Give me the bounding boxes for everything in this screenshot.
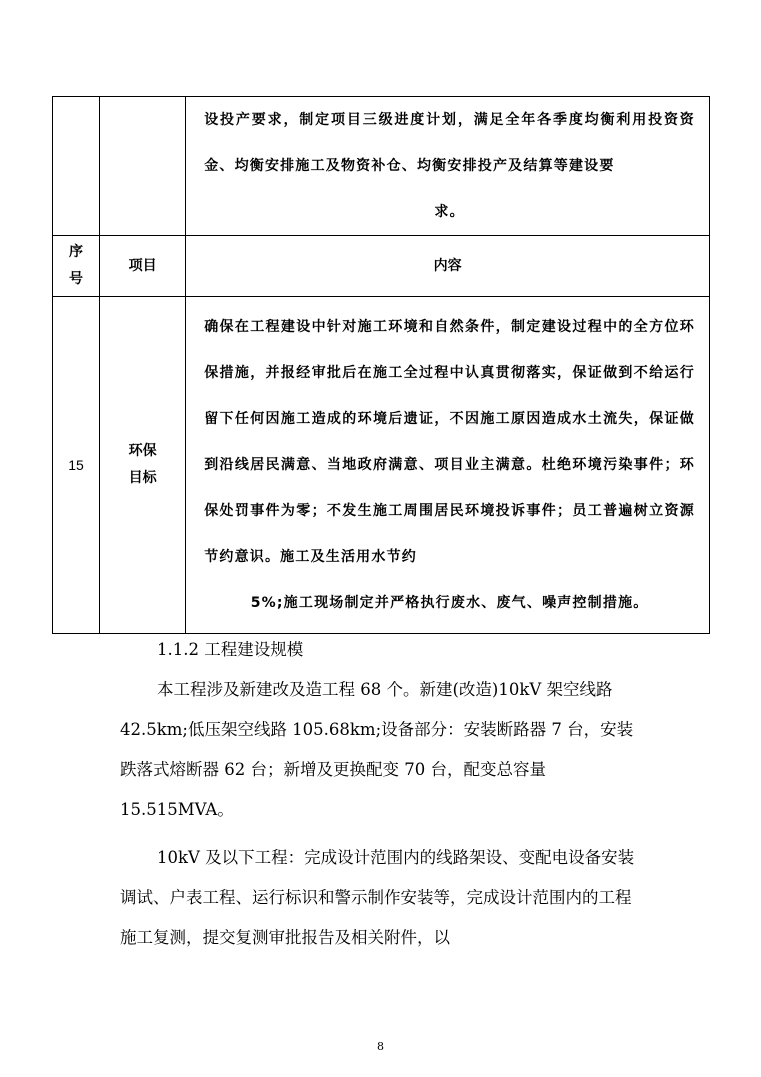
table-row-continued [53, 97, 710, 236]
page-number: 8 [377, 1040, 384, 1053]
row-seq: 15 [53, 297, 100, 634]
header-seq: 序号 [53, 236, 100, 297]
section-heading: 1.1.2 工程建设规模 [157, 640, 304, 659]
row-item: 环保目标 [100, 297, 186, 634]
paragraph-10kv: 10kV 及以下工程：完成设计范围内的线路架设、变配电设备安装调试、户表工程、运行标识和警示制作安装等，完成设计范围内的工程施工复测，提交复测审批报告及相关附件，以 [120, 848, 635, 947]
header-content: 内容 [186, 236, 710, 297]
table-header-row [53, 236, 710, 297]
project-table [52, 96, 710, 634]
continued-content-last: 求。 [434, 204, 465, 220]
continued-content-cell [186, 97, 710, 236]
row-content-last: 5%;施工现场制定并严格执行废水、废气、噪声控制措施。 [250, 595, 649, 611]
paragraph-scale: 本工程涉及新建改及造工程 68 个。新建(改造)10kV 架空线路 42.5km;低压架空线路 105.68km;设备部分：安装断路器 7 台，安装跌落式熔断器 62 台；新增及更换配变 70 台，配变总容量 15.515MVA。 [120, 680, 634, 819]
continued-seq-cell [53, 97, 100, 236]
row-content-text: 确保在工程建设中针对施工环境和自然条件，制定建设过程中的全方位环保措施，并报经审批后在施工全过程中认真贯彻落实，保证做到不给运行留下任何因施工造成的环境后遗证，不因施工原因造成水土流失，保证做到沿线居民满意、当地政府满意、项目业主满意。杜绝环境污染事件；环保处罚事件为零；不发生施工周围居民环境投诉事件；员工普遍树立资源节约意识。施工及生活用水节约 [204, 319, 695, 565]
header-item: 项目 [100, 236, 186, 297]
continued-item-cell [100, 97, 186, 236]
row-content-cell [186, 297, 710, 634]
continued-content-text: 设投产要求，制定项目三级进度计划，满足全年各季度均衡利用投资资金、均衡安排施工及物资补仓、均衡安排投产及结算等建设要 [204, 112, 695, 174]
table-row [53, 297, 710, 634]
